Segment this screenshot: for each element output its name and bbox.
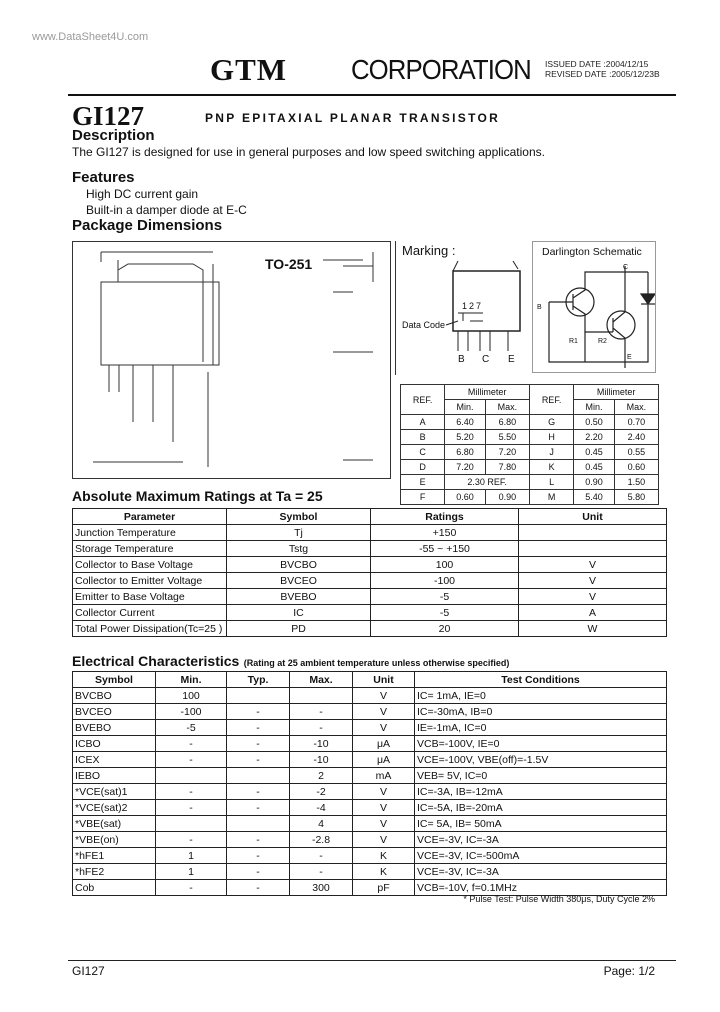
dim-cell: 5.50 [485,430,529,445]
table-cell: V [353,800,415,816]
darlington-circuit-icon [533,242,655,372]
table-cell: BVCBO [227,557,371,573]
table-row [73,541,667,557]
table-cell: V [353,688,415,704]
col-ref: REF. [529,385,573,415]
col-max: Max. [614,400,658,415]
dim-cell: F [401,490,445,505]
table-cell: 1 [156,848,227,864]
table-cell: Cob [73,880,156,896]
dim-cell: 5.20 [445,430,486,445]
feature-item: High DC current gain [86,187,199,201]
table-row [73,704,667,720]
dim-cell: 6.80 [485,415,529,430]
column-header: Symbol [227,509,371,525]
dim-cell: 2.30 REF. [445,475,530,490]
pin-c: C [482,354,490,365]
table-row [73,736,667,752]
table-cell: *VCE(sat)1 [73,784,156,800]
table-cell: 100 [156,688,227,704]
part-number: GI127 [72,101,145,131]
table-cell: IC=-5A, IB=-20mA [415,800,667,816]
dim-cell: 5.80 [614,490,658,505]
dim-cell: A [401,415,445,430]
table-cell: IEBO [73,768,156,784]
features-heading: Features [72,169,135,186]
table-cell: 4 [290,816,353,832]
dim-cell: G [529,415,573,430]
table-cell: -4 [290,800,353,816]
table-cell: V [353,784,415,800]
table-cell: IC=-30mA, IB=0 [415,704,667,720]
table-cell: VCE=-3V, IC=-3A [415,832,667,848]
table-row [73,800,667,816]
table-cell: - [156,832,227,848]
table-cell: 2 [290,768,353,784]
dim-cell: J [529,445,573,460]
dim-cell: 6.40 [445,415,486,430]
table-cell: VCB=-100V, IE=0 [415,736,667,752]
table-cell: *VBE(on) [73,832,156,848]
table-cell: BVCBO [73,688,156,704]
table-cell: V [353,720,415,736]
col-mm: Millimeter [574,385,659,400]
column-header: Parameter [73,509,227,525]
table-cell: 100 [371,557,519,573]
dim-cell: 7.20 [485,445,529,460]
table-cell: VCE=-100V, VBE(off)=-1.5V [415,752,667,768]
dim-cell: 0.70 [614,415,658,430]
revised-date: REVISED DATE :2005/12/23B [545,69,660,79]
table-cell: - [156,800,227,816]
table-cell [519,525,667,541]
dim-cell: 5.40 [574,490,615,505]
table-cell [227,768,290,784]
table-row [73,589,667,605]
dim-cell: 2.40 [614,430,658,445]
column-header: Max. [290,672,353,688]
table-row [73,605,667,621]
table-cell: - [156,784,227,800]
corporation-title: CORPORATION [351,54,531,85]
dimension-table [400,384,659,505]
table-row [73,720,667,736]
table-cell: -2 [290,784,353,800]
table-row [73,848,667,864]
elec-heading: Electrical Characteristics [72,653,240,669]
table-cell: VCE=-3V, IC=-3A [415,864,667,880]
dim-cell: 7.20 [445,460,486,475]
table-cell: - [227,736,290,752]
dim-cell: D [401,460,445,475]
table-cell: BVCEO [73,704,156,720]
table-cell: -100 [156,704,227,720]
table-cell: - [227,752,290,768]
footer-page: Page: 1/2 [603,964,655,978]
dim-cell: 0.60 [614,460,658,475]
footer-part: GI127 [72,964,105,978]
table-row [73,688,667,704]
table-cell: Tstg [227,541,371,557]
table-cell: - [227,800,290,816]
table-cell: -10 [290,736,353,752]
col-mm: Millimeter [445,385,530,400]
table-cell: V [353,832,415,848]
pulse-footnote: * Pulse Test: Pulse Width 380μs, Duty Cycle 2% [463,894,655,904]
dim-cell: 0.45 [574,445,615,460]
table-cell: K [353,864,415,880]
table-row [73,832,667,848]
dim-cell: L [529,475,573,490]
table-cell: -10 [290,752,353,768]
table-cell: 1 [156,864,227,880]
table-cell: - [156,880,227,896]
column-header: Ratings [371,509,519,525]
table-cell [227,816,290,832]
table-row [73,816,667,832]
col-min: Min. [574,400,615,415]
dim-cell: 1.50 [614,475,658,490]
feature-item: Built-in a damper diode at E-C [86,203,247,217]
abs-max-heading: Absolute Maximum Ratings at Ta = 25 [72,488,323,504]
part-title: PNP EPITAXIAL PLANAR TRANSISTOR [205,111,501,125]
column-header: Typ. [227,672,290,688]
dim-cell: K [529,460,573,475]
marking-code: 127 [462,301,484,311]
table-cell: BVEBO [227,589,371,605]
table-cell: - [227,720,290,736]
table-cell [519,541,667,557]
schematic-title: Darlington Schematic [542,246,642,258]
column-header: Unit [353,672,415,688]
elec-heading-wrap [72,653,509,671]
dimension-row [401,490,659,505]
dimension-row [401,415,659,430]
dim-cell: E [401,475,445,490]
dim-cell: 0.50 [574,415,615,430]
dimension-row [401,460,659,475]
dim-cell: 6.80 [445,445,486,460]
table-cell: - [290,864,353,880]
dim-cell: H [529,430,573,445]
table-cell: ICEX [73,752,156,768]
table-cell: -55 ~ +150 [371,541,519,557]
dim-cell: 0.60 [445,490,486,505]
table-cell: IE=-1mA, IC=0 [415,720,667,736]
table-cell: BVEBO [73,720,156,736]
dim-cell: 0.45 [574,460,615,475]
table-cell: Collector to Emitter Voltage [73,573,227,589]
dim-cell: M [529,490,573,505]
dim-cell: 0.55 [614,445,658,460]
table-cell: -5 [156,720,227,736]
table-cell: - [227,848,290,864]
table-cell: V [519,589,667,605]
darlington-schematic [532,241,656,373]
table-cell: V [519,573,667,589]
table-row [73,557,667,573]
col-ref: REF. [401,385,445,415]
table-row [73,768,667,784]
table-row [73,784,667,800]
table-cell: IC= 5A, IB= 50mA [415,816,667,832]
package-type-label: TO-251 [265,256,313,272]
table-cell: BVCEO [227,573,371,589]
table-cell: Storage Temperature [73,541,227,557]
table-cell: *VBE(sat) [73,816,156,832]
table-cell: - [290,848,353,864]
table-cell: Junction Temperature [73,525,227,541]
footer-rule [68,960,676,961]
table-row [73,573,667,589]
table-cell: - [227,880,290,896]
description-heading: Description [72,127,155,144]
pin-b: B [458,354,465,365]
table-cell: Total Power Dissipation(Tc=25 ) [73,621,227,637]
table-cell: Collector to Base Voltage [73,557,227,573]
table-cell: V [353,704,415,720]
table-cell: - [156,752,227,768]
dim-cell: C [401,445,445,460]
table-cell: Emitter to Base Voltage [73,589,227,605]
table-cell: V [353,816,415,832]
table-cell: VCE=-3V, IC=-500mA [415,848,667,864]
table-cell: VEB= 5V, IC=0 [415,768,667,784]
dim-cell: 2.20 [574,430,615,445]
col-min: Min. [445,400,486,415]
table-row [73,525,667,541]
electrical-table [72,671,667,896]
table-cell: -5 [371,605,519,621]
dates [545,59,660,79]
table-cell: K [353,848,415,864]
table-cell: 300 [290,880,353,896]
table-cell: IC= 1mA, IE=0 [415,688,667,704]
description-text: The GI127 is designed for use in general purposes and low speed switching applications. [72,145,545,159]
label-r2: R2 [598,338,607,345]
watermark: www.DataSheet4U.com [32,31,149,43]
table-cell: - [227,704,290,720]
issued-date: ISSUED DATE :2004/12/15 [545,59,649,69]
table-cell: -100 [371,573,519,589]
dimension-row [401,445,659,460]
table-cell: μA [353,736,415,752]
package-drawing [72,241,391,479]
table-cell: VCB=-10V, f=0.1MHz [415,880,667,896]
label-b: B [537,304,542,311]
table-cell: Collector Current [73,605,227,621]
table-cell: mA [353,768,415,784]
column-header: Min. [156,672,227,688]
label-r1: R1 [569,338,578,345]
col-max: Max. [485,400,529,415]
column-header: Unit [519,509,667,525]
data-code-label: Data Code [402,320,446,330]
table-cell: Tj [227,525,371,541]
table-cell: -5 [371,589,519,605]
table-cell [156,768,227,784]
table-cell: PD [227,621,371,637]
company-logo: GTM [210,52,288,87]
table-cell: *hFE1 [73,848,156,864]
table-cell: *VCE(sat)2 [73,800,156,816]
table-row [73,621,667,637]
header-rule [68,94,676,96]
table-cell: ICBO [73,736,156,752]
elec-note: (Rating at 25 ambient temperature unless otherwise specified) [243,658,510,668]
label-e: E [627,354,632,361]
table-cell: +150 [371,525,519,541]
abs-max-table [72,508,667,637]
column-header: Test Conditions [415,672,667,688]
label-c: C [623,264,629,271]
table-cell: - [290,704,353,720]
table-cell: -2.8 [290,832,353,848]
table-cell [156,816,227,832]
table-cell: - [227,864,290,880]
marking-diagram [398,241,532,373]
to251-outline-drawing [73,242,391,478]
marking-label: Marking : [402,243,456,258]
dimension-row [401,430,659,445]
dim-cell: B [401,430,445,445]
table-cell: IC=-3A, IB=-12mA [415,784,667,800]
table-cell: - [227,784,290,800]
dimension-row [401,475,659,490]
table-cell: *hFE2 [73,864,156,880]
pin-e: E [508,354,515,365]
package-heading: Package Dimensions [72,217,223,234]
table-row [73,752,667,768]
table-cell: pF [353,880,415,896]
dim-cell: 0.90 [485,490,529,505]
table-cell: - [156,736,227,752]
column-header: Symbol [73,672,156,688]
table-cell: V [519,557,667,573]
table-cell: - [290,720,353,736]
table-cell: IC [227,605,371,621]
dim-cell: 7.80 [485,460,529,475]
table-cell: 20 [371,621,519,637]
table-cell: - [227,832,290,848]
table-cell: μA [353,752,415,768]
dim-cell: 0.90 [574,475,615,490]
table-cell [290,688,353,704]
table-cell [227,688,290,704]
table-cell: A [519,605,667,621]
table-cell: W [519,621,667,637]
table-row [73,864,667,880]
